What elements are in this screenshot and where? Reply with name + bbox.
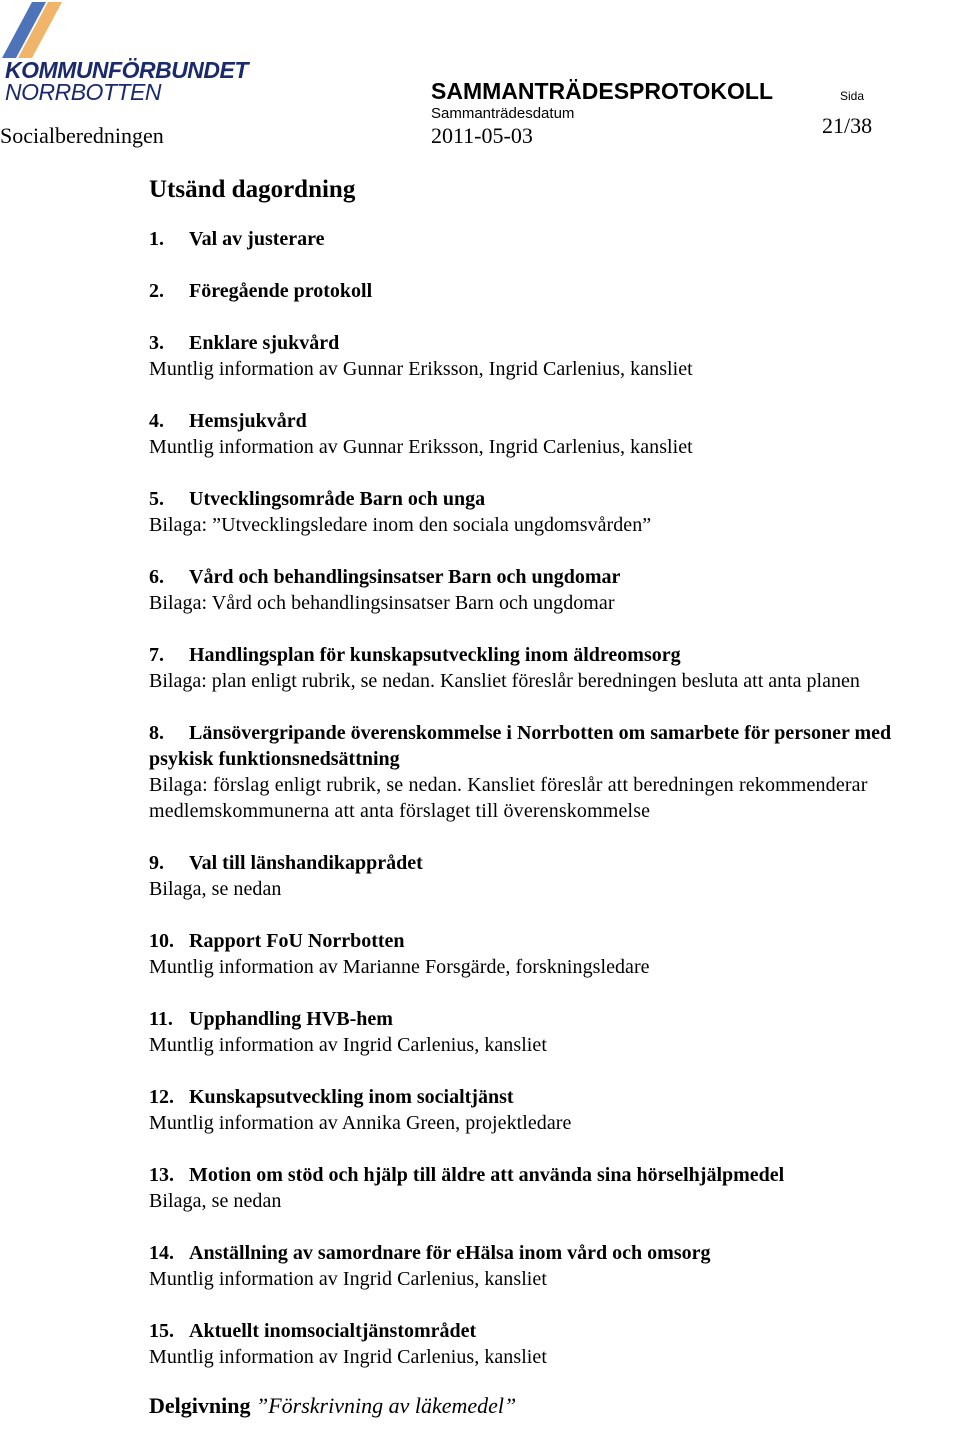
agenda-item-number: 6. bbox=[149, 566, 164, 588]
agenda-item-description: Muntlig information av Gunnar Eriksson, Ingrid Carlenius, kansliet bbox=[149, 358, 693, 380]
agenda-item bbox=[149, 928, 960, 980]
agenda-item bbox=[149, 1318, 960, 1370]
agenda-item-title bbox=[149, 1084, 960, 1110]
agenda-item-title-text: Enklare sjukvård bbox=[189, 332, 340, 354]
agenda-item-number: 5. bbox=[149, 488, 164, 510]
agenda-item-title-text: Val till länshandikapprådet bbox=[189, 852, 423, 874]
agenda-content bbox=[149, 172, 960, 1420]
agenda-item bbox=[149, 1084, 960, 1136]
delgivning-label: Delgivning bbox=[149, 1393, 251, 1418]
agenda-item-number: 13. bbox=[149, 1164, 174, 1186]
agenda-item-number: 3. bbox=[149, 332, 164, 354]
agenda-item-title-text: Motion om stöd och hjälp till äldre att använda sina hörselhjälpmedel bbox=[189, 1164, 785, 1186]
agenda-item-title-text: Val av justerare bbox=[189, 228, 325, 250]
agenda-item bbox=[149, 226, 960, 252]
agenda-item-title bbox=[149, 1162, 960, 1188]
department-name: Socialberedningen bbox=[0, 123, 164, 148]
meeting-date: 2011-05-03 bbox=[431, 123, 533, 148]
agenda-item bbox=[149, 642, 960, 694]
agenda-item-description: Bilaga: ”Utvecklingsledare inom den sociala ungdomsvården” bbox=[149, 514, 652, 536]
agenda-item bbox=[149, 408, 960, 460]
agenda-item-title-text: Handlingsplan för kunskapsutveckling inom äldreomsorg bbox=[189, 644, 681, 666]
document-type-title: SAMMANTRÄDESPROTOKOLL bbox=[431, 78, 774, 104]
agenda-item-title bbox=[149, 226, 960, 252]
agenda-item-title bbox=[149, 928, 960, 954]
agenda-item bbox=[149, 330, 960, 382]
agenda-item-title bbox=[149, 564, 960, 590]
agenda-item-number: 8. bbox=[149, 722, 164, 744]
agenda-item-title bbox=[149, 408, 960, 434]
logo-text-line2: NORRBOTTEN bbox=[5, 79, 161, 105]
agenda-item-description: Bilaga: förslag enligt rubrik, se nedan. Kansliet föreslår att beredningen rekommenderar medlemskommunerna att anta förslaget till överenskommelse bbox=[149, 774, 868, 822]
agenda-item bbox=[149, 486, 960, 538]
agenda-item-title-text: Aktuellt inomsocialtjänstområdet bbox=[189, 1320, 477, 1342]
agenda-item-description: Muntlig information av Ingrid Carlenius, kansliet bbox=[149, 1268, 547, 1290]
agenda-item-title-text: Föregående protokoll bbox=[189, 280, 373, 302]
agenda-item-title-text: Anställning av samordnare för eHälsa inom vård och omsorg bbox=[189, 1242, 711, 1264]
agenda-item bbox=[149, 720, 960, 824]
agenda-item-description: Muntlig information av Marianne Forsgärde, forskningsledare bbox=[149, 956, 650, 978]
agenda-item-number: 10. bbox=[149, 930, 174, 952]
agenda-item-title-text: Vård och behandlingsinsatser Barn och ungdomar bbox=[189, 566, 621, 588]
agenda-item-title bbox=[149, 850, 960, 876]
agenda-item-description: Bilaga: Vård och behandlingsinsatser Barn och ungdomar bbox=[149, 592, 615, 614]
agenda-item-number: 2. bbox=[149, 280, 164, 302]
agenda-item bbox=[149, 850, 960, 902]
agenda-item bbox=[149, 278, 960, 304]
agenda-item-title bbox=[149, 642, 960, 668]
delgivning-text: ”Förskrivning av läkemedel” bbox=[255, 1393, 517, 1418]
agenda-item-title bbox=[149, 1006, 960, 1032]
agenda-item bbox=[149, 1240, 960, 1292]
agenda-item-title bbox=[149, 486, 960, 512]
agenda-item-description: Muntlig information av Annika Green, projektledare bbox=[149, 1112, 572, 1134]
agenda-item bbox=[149, 1162, 960, 1214]
logo-stripes-icon bbox=[2, 2, 72, 60]
logo-text-line1: KOMMUNFÖRBUNDET bbox=[5, 57, 248, 83]
agenda-item-number: 15. bbox=[149, 1320, 174, 1342]
meeting-date-label: Sammanträdesdatum bbox=[431, 105, 575, 122]
agenda-item-title-text: Länsövergripande överenskommelse i Norrbotten om samarbete för personer med psykisk funktionsnedsättning bbox=[149, 722, 892, 770]
agenda-item-number: 4. bbox=[149, 410, 164, 432]
agenda-item-number: 9. bbox=[149, 852, 164, 874]
agenda-item-title bbox=[149, 1240, 960, 1266]
agenda-item-title-text: Rapport FoU Norrbotten bbox=[189, 930, 405, 952]
agenda-item-title-text: Kunskapsutveckling inom socialtjänst bbox=[189, 1086, 514, 1108]
agenda-item-number: 12. bbox=[149, 1086, 174, 1108]
page-number: 21/38 bbox=[822, 113, 873, 138]
agenda-item-description: Bilaga: plan enligt rubrik, se nedan. Kansliet föreslår beredningen besluta att anta planen bbox=[149, 670, 860, 692]
agenda-heading: Utsänd dagordning bbox=[149, 176, 356, 203]
agenda-item-number: 11. bbox=[149, 1008, 173, 1030]
agenda-item-number: 1. bbox=[149, 228, 164, 250]
agenda-item-description: Muntlig information av Ingrid Carlenius, kansliet bbox=[149, 1346, 547, 1368]
agenda-item-description: Bilaga, se nedan bbox=[149, 878, 282, 900]
agenda-item-title-text: Hemsjukvård bbox=[189, 410, 307, 432]
agenda-item-title bbox=[149, 720, 960, 772]
agenda-item-title-text: Utvecklingsområde Barn och unga bbox=[189, 488, 486, 510]
agenda-item-title-text: Upphandling HVB-hem bbox=[189, 1008, 393, 1030]
agenda-item-number: 14. bbox=[149, 1242, 174, 1264]
agenda-item-title bbox=[149, 330, 960, 356]
agenda-item-description: Bilaga, se nedan bbox=[149, 1190, 282, 1212]
agenda-item-title bbox=[149, 278, 960, 304]
agenda-item bbox=[149, 1006, 960, 1058]
agenda-item-number: 7. bbox=[149, 644, 164, 666]
agenda-item-description: Muntlig information av Gunnar Eriksson, Ingrid Carlenius, kansliet bbox=[149, 436, 693, 458]
delgivning-line bbox=[149, 1392, 960, 1420]
agenda-item-title bbox=[149, 1318, 960, 1344]
organization-logo bbox=[2, 2, 248, 105]
agenda-item bbox=[149, 564, 960, 616]
page-label: Sida bbox=[840, 89, 865, 103]
agenda-item-description: Muntlig information av Ingrid Carlenius, kansliet bbox=[149, 1034, 547, 1056]
